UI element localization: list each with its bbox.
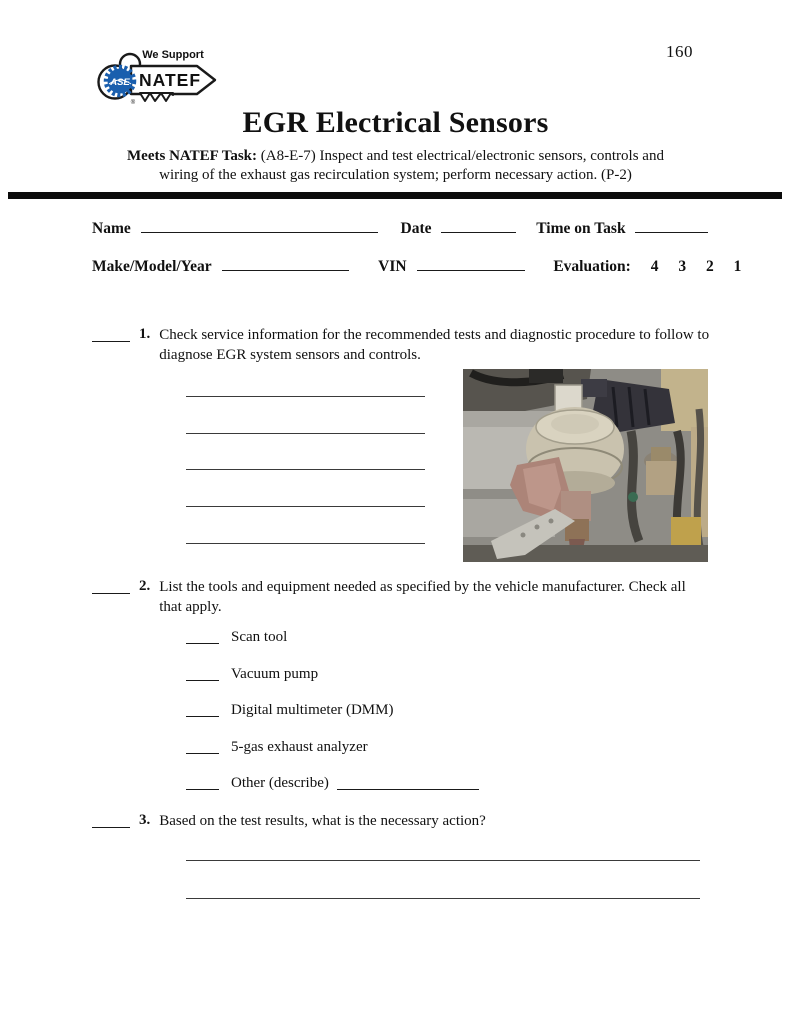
checklist-item-scan-tool bbox=[186, 629, 479, 666]
item-3-text: Based on the test results, what is the necessary action? bbox=[159, 813, 486, 829]
checklist-item-dmm bbox=[186, 702, 479, 739]
page-title: EGR Electrical Sensors bbox=[242, 106, 549, 139]
evaluation-score-2: 2 bbox=[705, 258, 714, 275]
answer-line bbox=[186, 861, 700, 898]
logo-name: NATEF bbox=[138, 70, 202, 90]
task-text-1: (A8-E-7) Inspect and test electrical/electronic sensors, controls and bbox=[260, 148, 664, 164]
time-on-task-blank bbox=[635, 219, 708, 233]
vin-blank bbox=[417, 257, 525, 271]
item-3-answer-lines bbox=[186, 824, 700, 899]
item-1-grade-blank bbox=[92, 326, 130, 342]
registered-mark: ® bbox=[130, 100, 136, 106]
checklist-label: 5-gas exhaust analyzer bbox=[231, 738, 368, 755]
make-model-year-blank bbox=[222, 257, 349, 271]
task-label: Meets NATEF Task: bbox=[127, 148, 258, 164]
tools-checklist bbox=[186, 629, 479, 812]
item-2-text: List the tools and equipment needed as specified by the vehicle manufacturer. Check all that apply. bbox=[159, 579, 686, 615]
logo-tagline: We Support bbox=[142, 49, 204, 61]
item-1-text: Check service information for the recommended tests and diagnostic procedure to follow to diagnose EGR system sensors and controls. bbox=[159, 327, 710, 363]
item-3-number: 3. bbox=[139, 812, 151, 828]
evaluation-score-1: 1 bbox=[733, 258, 742, 275]
task-item-2 bbox=[92, 578, 710, 618]
checklist-label: Scan tool bbox=[231, 629, 288, 645]
vin-label: VIN bbox=[378, 258, 407, 275]
checkbox-blank bbox=[186, 775, 219, 790]
evaluation-label: Evaluation: bbox=[553, 258, 631, 275]
natef-logo bbox=[93, 40, 227, 106]
checkbox-blank bbox=[186, 666, 219, 681]
checklist-label: Other (describe) bbox=[231, 775, 329, 791]
name-blank bbox=[141, 219, 378, 233]
evaluation-score-3: 3 bbox=[678, 258, 687, 275]
date-blank bbox=[441, 219, 516, 233]
checkbox-blank bbox=[186, 739, 219, 754]
natef-key-graphic bbox=[93, 40, 227, 106]
checklist-item-vacuum-pump bbox=[186, 666, 479, 703]
checkbox-blank bbox=[186, 702, 219, 717]
item-2-grade-blank bbox=[92, 578, 130, 594]
checklist-item-other bbox=[186, 775, 479, 812]
answer-line bbox=[186, 397, 425, 434]
other-describe-blank bbox=[337, 775, 479, 790]
time-on-task-label: Time on Task bbox=[536, 220, 626, 237]
ase-gear-icon bbox=[106, 67, 134, 95]
answer-line bbox=[186, 434, 425, 471]
task-line-1 bbox=[0, 148, 791, 165]
make-model-year-label: Make/Model/Year bbox=[92, 258, 212, 275]
name-label: Name bbox=[92, 220, 131, 237]
page-number: 160 bbox=[666, 42, 693, 61]
item-3-grade-blank bbox=[92, 812, 130, 828]
checkbox-blank bbox=[186, 629, 219, 644]
egr-valve-photo bbox=[463, 369, 708, 562]
task-text-2: wiring of the exhaust gas recirculation system; perform necessary action. (P-2) bbox=[159, 167, 632, 183]
answer-line bbox=[186, 470, 425, 507]
answer-line bbox=[186, 507, 425, 544]
form-row-vehicle-eval bbox=[92, 257, 741, 276]
item-1-number: 1. bbox=[139, 326, 151, 342]
answer-line bbox=[186, 360, 425, 397]
checklist-item-5gas-analyzer bbox=[186, 739, 479, 776]
item-2-number: 2. bbox=[139, 578, 151, 594]
evaluation-score-4: 4 bbox=[650, 258, 659, 275]
date-label: Date bbox=[400, 220, 432, 237]
ase-gear-text: ASE bbox=[110, 77, 130, 88]
checklist-label: Digital multimeter (DMM) bbox=[231, 702, 394, 718]
checklist-label: Vacuum pump bbox=[231, 665, 319, 682]
form-row-name-date-time bbox=[92, 219, 708, 238]
divider-rule bbox=[8, 192, 782, 199]
item-1-answer-lines bbox=[186, 360, 425, 544]
answer-line bbox=[186, 824, 700, 861]
